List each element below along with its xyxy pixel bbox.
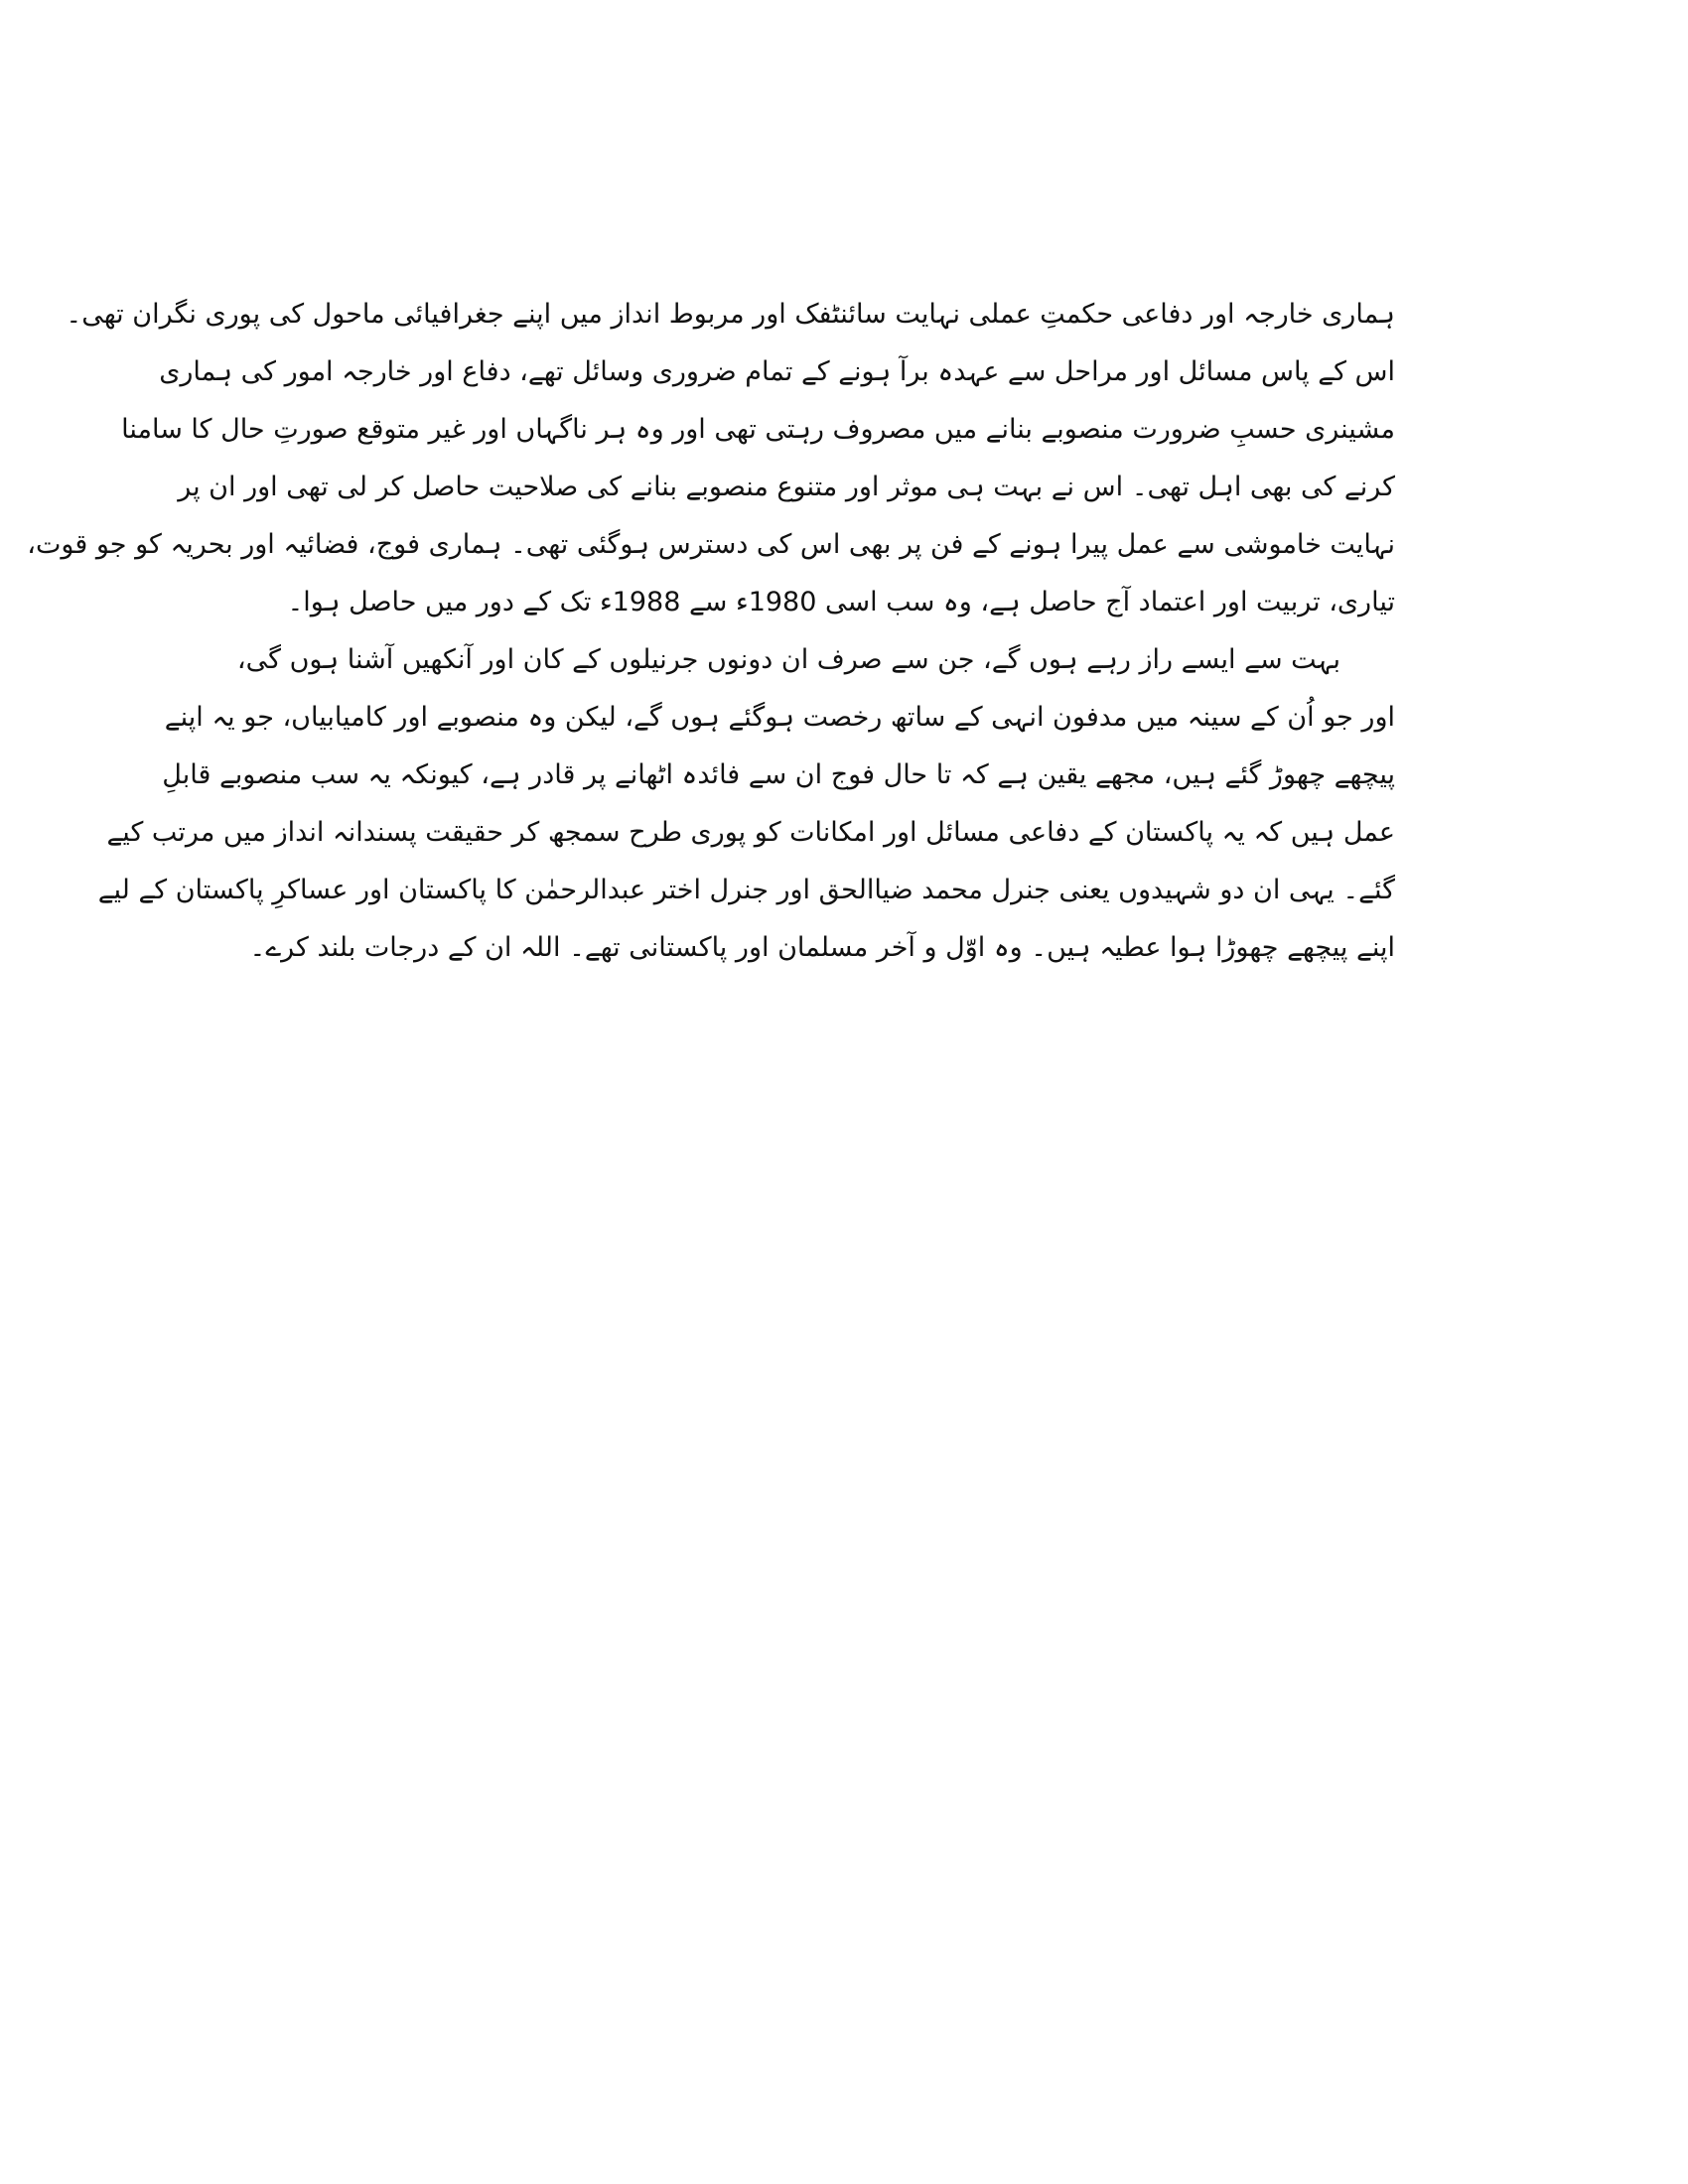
- text-line: بہت سے ایسے راز رہے ہوں گے، جن سے صرف ان دونوں جرنیلوں کے کان اور آنکھیں آشنا ہوں گی،: [236, 644, 1340, 675]
- text-line: تیاری، تربیت اور اعتماد آج حاصل ہے، وہ سب اسی 1980ء سے 1988ء تک کے دور میں حاصل ہوا۔: [287, 587, 1395, 617]
- text-line: کرنے کی بھی اہل تھی۔ اس نے بہت ہی موثر اور متنوع منصوبے بنانے کی صلاحیت حاصل کر لی تھی اور ان پر: [178, 472, 1395, 502]
- urdu-text-body: [27, 286, 1395, 977]
- text-line: پیچھے چھوڑ گئے ہیں، مجھے یقین ہے کہ تا حال فوج ان سے فائدہ اٹھانے پر قادر ہے، کیونکہ یہ سب منصوبے قابلِ: [162, 759, 1395, 790]
- text-line: گئے۔ یہی ان دو شہیدوں یعنی جنرل محمد ضیاالحق اور جنرل اختر عبدالرحمٰن کا پاکستان اور عساکرِ پاکستان کے لیے: [97, 875, 1395, 905]
- text-line: عمل ہیں کہ یہ پاکستان کے دفاعی مسائل اور امکانات کو پوری طرح سمجھ کر حقیقت پسندانہ انداز میں مرتب کیے: [106, 817, 1395, 848]
- text-line: مشینری حسبِ ضرورت منصوبے بنانے میں مصروف رہتی تھی اور وہ ہر ناگہاں اور غیر متوقع صورتِ حال کا سامنا: [121, 414, 1395, 445]
- text-line: اس کے پاس مسائل اور مراحل سے عہدہ برآ ہونے کے تمام ضروری وسائل تھے، دفاع اور خارجہ امور کی ہماری: [159, 356, 1395, 387]
- paragraph-1: [27, 286, 1395, 631]
- paragraph-2: [97, 631, 1395, 977]
- text-line: اپنے پیچھے چھوڑا ہوا عطیہ ہیں۔ وہ اوّل و آخر مسلمان اور پاکستانی تھے۔ اللہ ان کے درجات بلند کرے۔: [249, 932, 1395, 963]
- text-line: نہایت خاموشی سے عمل پیرا ہونے کے فن پر بھی اس کی دسترس ہوگئی تھی۔ ہماری فوج، فضائیہ اور بحریہ کو جو قوت،: [27, 529, 1395, 560]
- text-line: ہماری خارجہ اور دفاعی حکمتِ عملی نہایت سائنٹفک اور مربوط انداز میں اپنے جغرافیائی ماحول کی پوری نگران تھی۔: [66, 299, 1395, 330]
- text-line: اور جو اُن کے سینہ میں مدفون انہی کے ساتھ رخصت ہوگئے ہوں گے، لیکن وہ منصوبے اور کامیابیاں، جو یہ اپنے: [164, 702, 1395, 733]
